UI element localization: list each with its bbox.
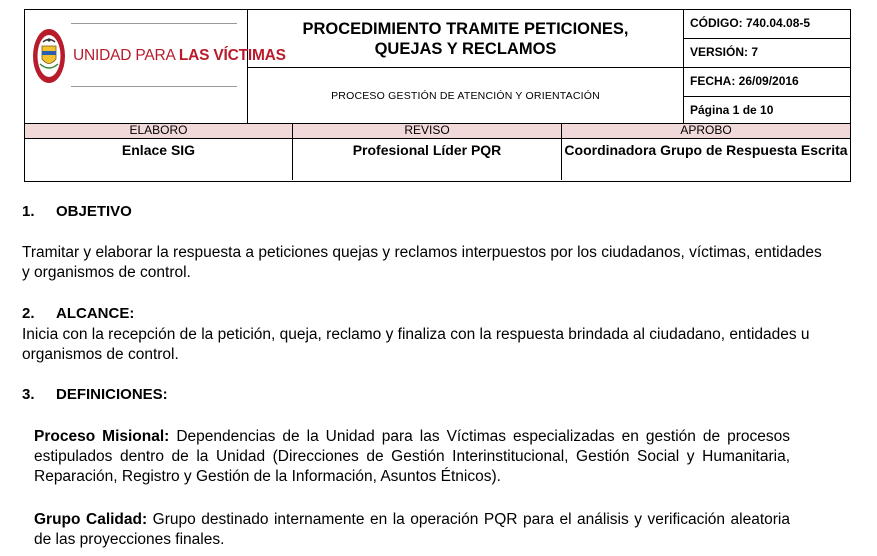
section-number: 3. bbox=[22, 386, 35, 403]
signature-header: ELABORO bbox=[129, 123, 188, 137]
meta-divider bbox=[684, 67, 850, 68]
signature-value: Enlace SIG bbox=[121, 142, 196, 158]
meta-divider bbox=[684, 96, 850, 97]
document-header-table bbox=[24, 9, 851, 124]
logo-cell bbox=[25, 10, 286, 123]
codigo-label: CÓDIGO: 740.04.08-5 bbox=[690, 16, 811, 30]
section-heading-objetivo bbox=[22, 203, 132, 220]
coat-of-arms-icon bbox=[31, 26, 67, 86]
signature-column-elaboro bbox=[25, 123, 293, 180]
section-number: 1. bbox=[22, 203, 35, 220]
signature-header: REVISO bbox=[404, 123, 450, 137]
definition-text: Grupo destinado internamente en la operación PQR para el análisis y verificación aleatoria de las proyecciones finales. bbox=[34, 511, 790, 548]
title-cell bbox=[248, 10, 684, 68]
section-title: ALCANCE: bbox=[56, 305, 135, 322]
signature-value: Coordinadora Grupo de Respuesta Escrita bbox=[564, 142, 848, 158]
logo-top-rule bbox=[71, 23, 237, 24]
definition-term: Proceso Misional: bbox=[34, 428, 170, 445]
version-label: VERSIÓN: 7 bbox=[690, 45, 759, 59]
section-heading-alcance bbox=[22, 305, 134, 322]
alcance-paragraph: Inicia con la recepción de la petición, queja, reclamo y finaliza con la respuesta brindada al ciudadano, entidades u organismos de control. bbox=[22, 326, 810, 363]
logo-bottom-rule bbox=[71, 86, 237, 87]
fecha-label: FECHA: 26/09/2016 bbox=[690, 74, 799, 88]
section-heading-definiciones bbox=[22, 386, 168, 403]
signature-table bbox=[24, 123, 851, 182]
definition-text: Dependencias de la Unidad para las Víctimas especializadas en gestión de procesos estipulados dentro de la Unidad (Direcciones de Gestión Interinstitucional, Gestión Social y Humanitaria, Reparación, Registro y Gestión de la Información, Asuntos Étnicos). bbox=[34, 428, 790, 485]
logo-text-prefix: UNIDAD PARA bbox=[73, 47, 179, 64]
process-name: PROCESO GESTIÓN DE ATENCIÓN Y ORIENTACIÓN bbox=[331, 89, 600, 102]
definition-grupo-calidad bbox=[34, 510, 790, 550]
pagina-label: Página 1 de 10 bbox=[690, 103, 774, 117]
document-title bbox=[302, 19, 628, 59]
definition-term: Grupo Calidad: bbox=[34, 511, 148, 528]
signature-header: APROBO bbox=[680, 123, 732, 137]
signature-column-reviso bbox=[293, 123, 562, 180]
signature-value: Profesional Líder PQR bbox=[352, 142, 502, 158]
section-title: OBJETIVO bbox=[56, 203, 132, 220]
signature-column-aprobo bbox=[562, 123, 850, 180]
section-number: 2. bbox=[22, 305, 35, 322]
title-line-1: PROCEDIMIENTO TRAMITE PETICIONES, bbox=[302, 19, 629, 38]
title-line-2: QUEJAS Y RECLAMOS bbox=[374, 39, 557, 58]
logo-text-bold: LAS VÍCTIMAS bbox=[178, 47, 286, 64]
section-title: DEFINICIONES: bbox=[56, 386, 168, 403]
process-cell bbox=[248, 68, 684, 123]
objetivo-paragraph: Tramitar y elaborar la respuesta a peticiones quejas y reclamos interpuestos por los ciudadanos, víctimas, entidades y organismos de control. bbox=[22, 244, 822, 281]
meta-divider bbox=[684, 38, 850, 39]
definition-proceso-misional bbox=[34, 427, 790, 487]
